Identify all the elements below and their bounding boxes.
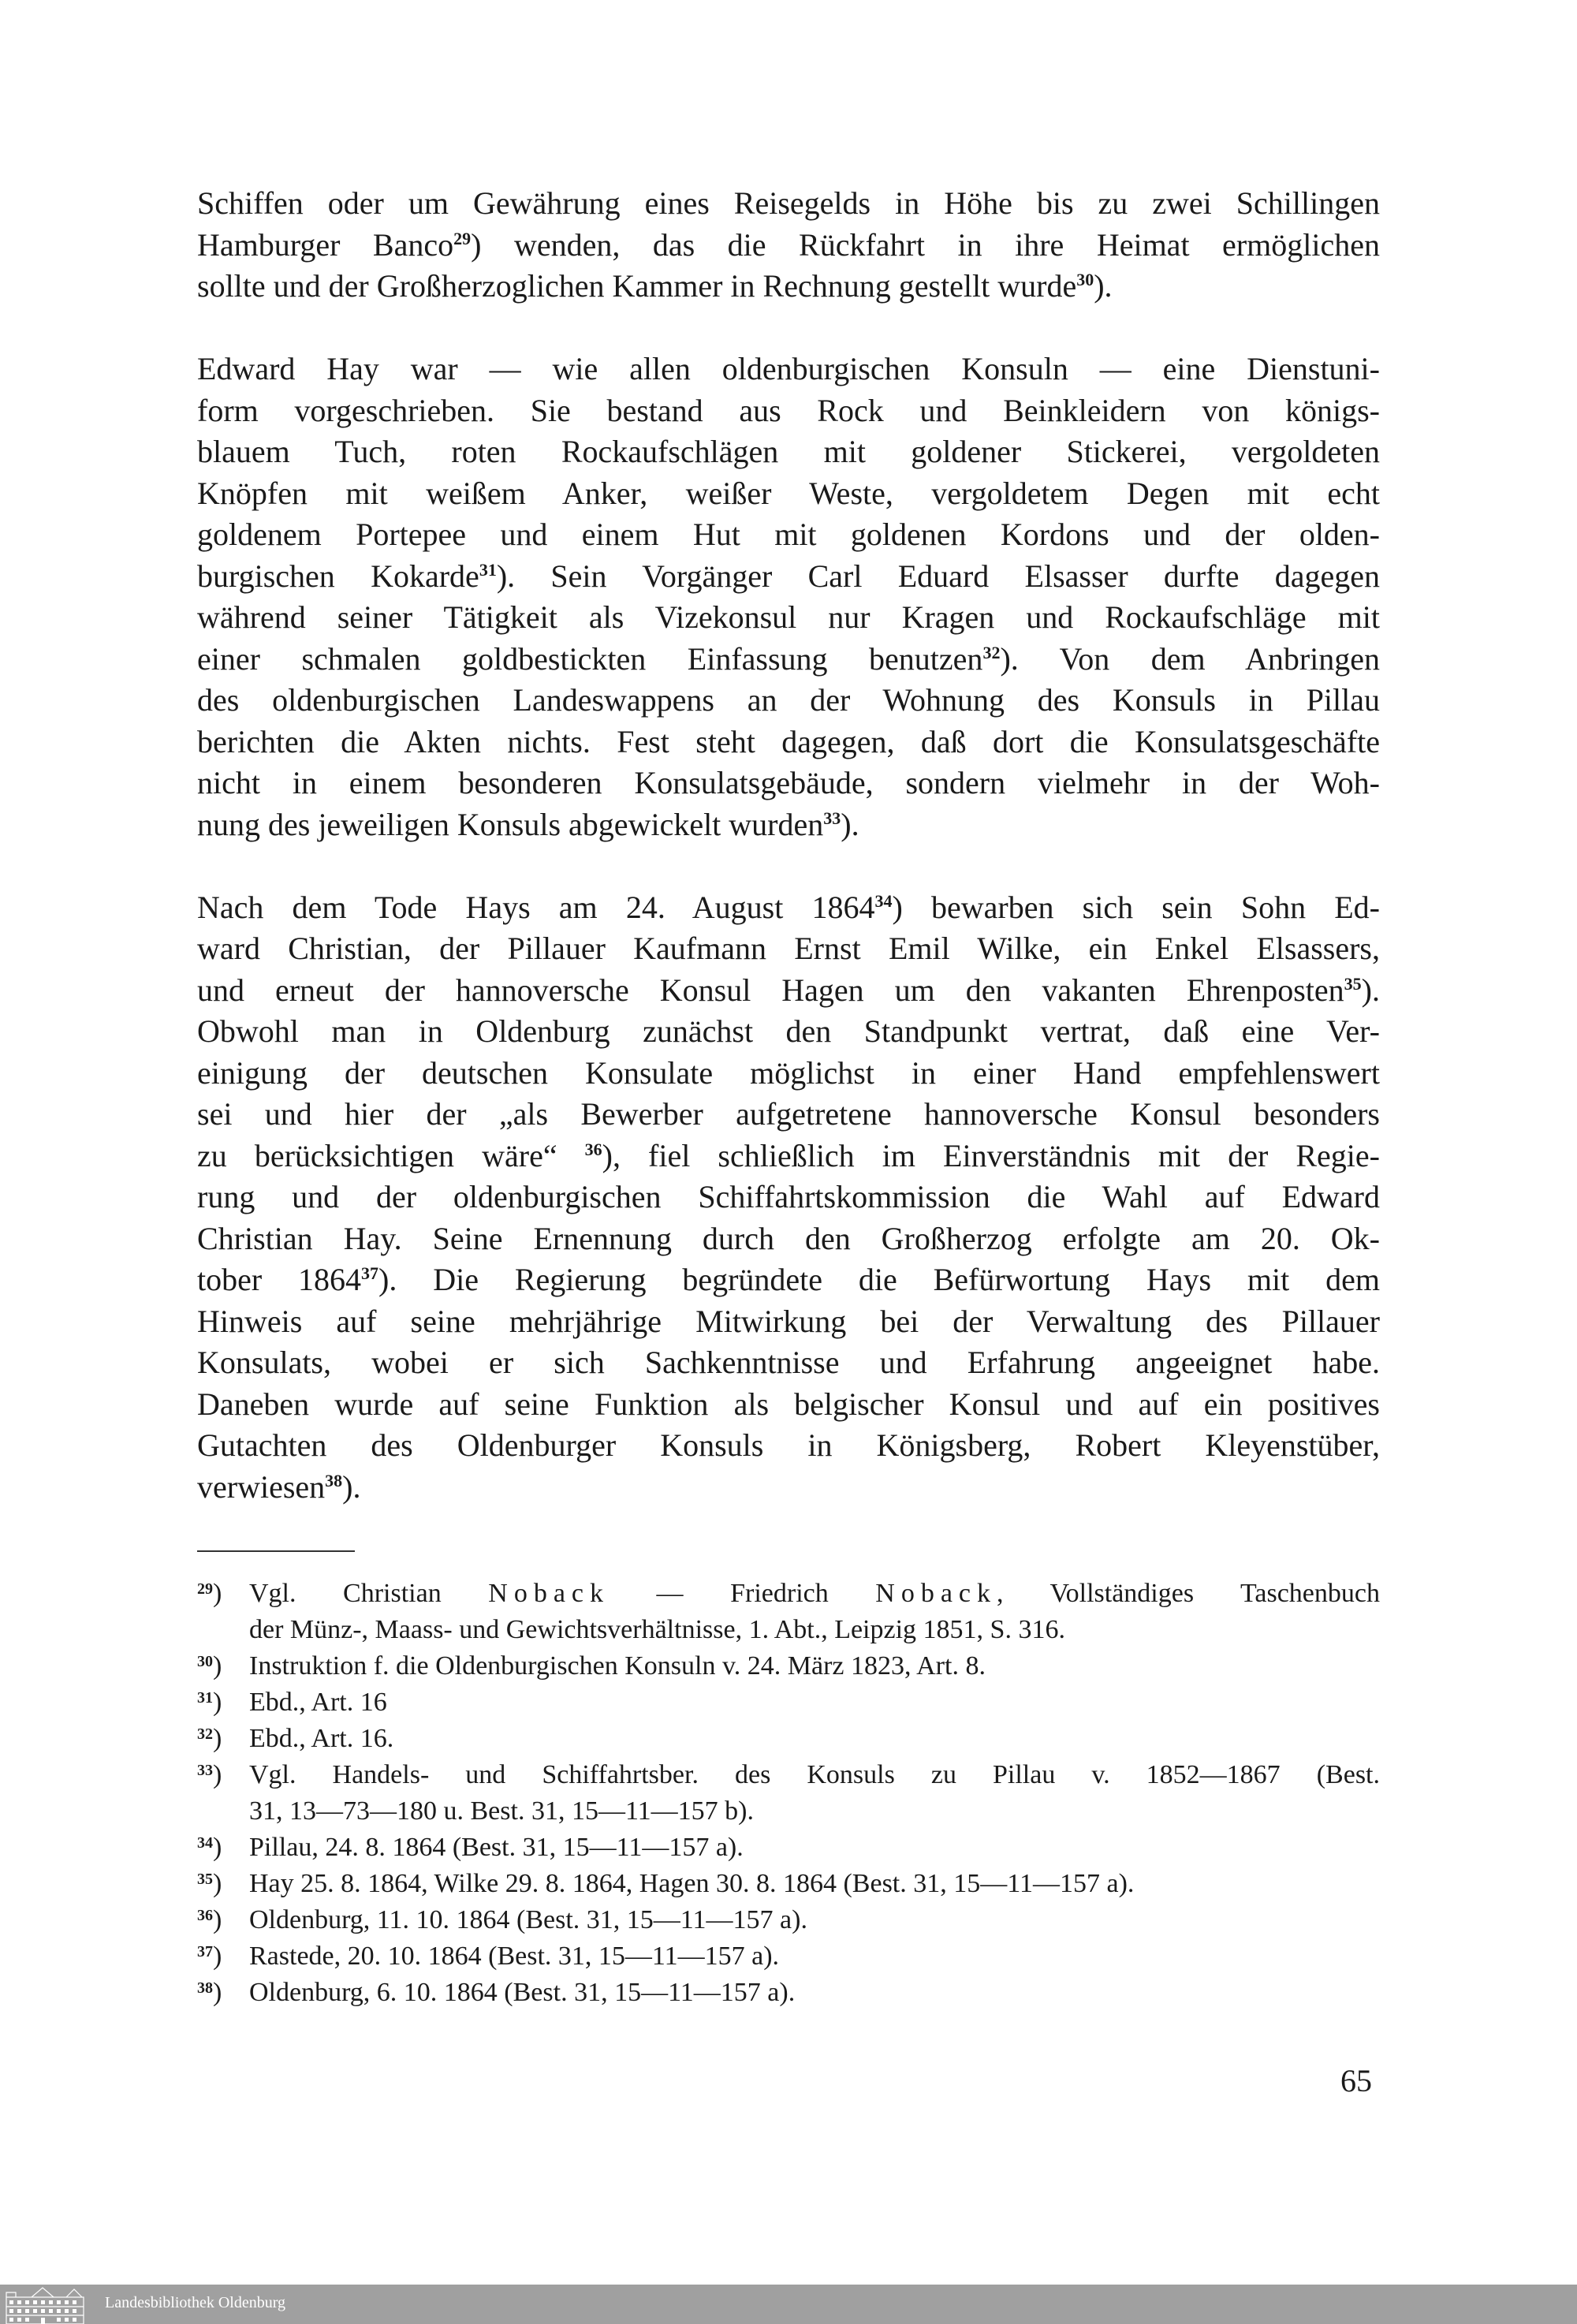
text-run: ). xyxy=(1361,972,1380,1008)
footnote xyxy=(197,1938,1380,1975)
footnote-number-digits: 36 xyxy=(197,1907,213,1924)
text-run: Edward Hay war — wie allen oldenburgischen Konsuln — eine Dienstuni- xyxy=(197,351,1380,386)
text-run: verwiesen xyxy=(197,1468,326,1505)
text-line xyxy=(197,887,1380,929)
footnote xyxy=(197,1757,1380,1830)
text-line xyxy=(197,1094,1380,1136)
text-run: Hamburger Banco xyxy=(197,226,454,263)
footnote-number-digits: 29 xyxy=(197,1580,213,1598)
text-run: nicht in einem besonderen Konsulatsgebäude, sondern vielmehr in der Woh- xyxy=(197,765,1380,800)
footnote xyxy=(197,1721,1380,1757)
text-run: zu berücksichtigen wäre“ xyxy=(197,1137,585,1173)
footnote-number-digits: 37 xyxy=(197,1943,213,1960)
text-line xyxy=(197,1218,1380,1260)
text-line xyxy=(197,390,1380,432)
text-run: berichten die Akten nichts. Fest steht dagegen, daß dort die Konsulatsgeschäfte xyxy=(197,723,1380,759)
spaced-name: Noback xyxy=(488,1579,610,1608)
spaced-name: Noback xyxy=(875,1579,997,1608)
library-building-logo xyxy=(5,2286,85,2324)
footnote-reference: 35 xyxy=(1344,973,1362,994)
text-line xyxy=(197,1177,1380,1218)
text-run: Oldenburg, 6. 10. 1864 (Best. 31, 15—11—157 a). xyxy=(249,1978,796,2007)
footnote-reference: 29 xyxy=(453,228,472,248)
text-run: Gutachten des Oldenburger Konsuls in Königsberg, Robert Kleyenstüber, xyxy=(197,1427,1380,1463)
text-run: — Friedrich xyxy=(610,1579,876,1608)
text-line xyxy=(197,1425,1380,1467)
text-run: einigung der deutschen Konsulate möglichst in einer Hand empfehlenswert xyxy=(197,1054,1380,1091)
footnote-line xyxy=(197,1684,1380,1721)
footnote-number-digits: 35 xyxy=(197,1871,213,1888)
text-run: während seiner Tätigkeit als Vizekonsul nur Kragen und Rockaufschläge mit xyxy=(197,599,1380,635)
text-run: der Münz-, Maass- und Gewichtsverhältnisse, 1. Abt., Leipzig 1851, S. 316. xyxy=(249,1615,1065,1644)
text-line xyxy=(197,1467,1380,1509)
text-run: rung und der oldenburgischen Schiffahrtskommission die Wahl auf Edward xyxy=(197,1179,1380,1214)
text-line xyxy=(197,928,1380,970)
text-line xyxy=(197,763,1380,804)
text-run: ). Die Regierung begründete die Befürwortung Hays mit dem xyxy=(378,1262,1380,1297)
text-run: blauem Tuch, roten Rockaufschlägen mit goldener Stickerei, vergoldeten xyxy=(197,434,1380,469)
footnote-number-digits: 33 xyxy=(197,1762,213,1779)
footnote-line xyxy=(197,1757,1380,1793)
footnote-reference: 32 xyxy=(982,642,1001,662)
text-run: ) wenden, das die Rückfahrt in ihre Heimat ermöglichen xyxy=(471,226,1380,263)
text-run: ). xyxy=(342,1468,361,1505)
text-line xyxy=(197,266,1380,308)
text-run: ). xyxy=(1094,268,1113,304)
text-line xyxy=(197,804,1380,846)
footnote-number-digits: 38 xyxy=(197,1979,213,1997)
library-name: Landesbibliothek Oldenburg xyxy=(105,2294,286,2311)
text-run: Vgl. Handels- und Schiffahrtsber. des Konsuls zu Pillau v. 1852—1867 (Best. xyxy=(249,1760,1380,1789)
footnote-number: $^{29}$) xyxy=(197,1579,222,1608)
footnote-reference: 38 xyxy=(325,1470,343,1490)
footnote-number: $^{32}$) xyxy=(197,1724,222,1753)
footnote-number: $^{35}$) xyxy=(197,1869,222,1898)
text-run: ) bewarben sich sein Sohn Ed- xyxy=(892,889,1380,925)
footnote-line xyxy=(197,1975,1380,2011)
footnote-rule xyxy=(197,1550,355,1552)
text-line xyxy=(197,680,1380,722)
footnote-line xyxy=(197,1830,1380,1866)
footnote-reference: 36 xyxy=(584,1139,602,1159)
footnote-number-digits: 32 xyxy=(197,1725,213,1743)
text-line xyxy=(197,431,1380,473)
text-run: goldenem Portepee und einem Hut mit goldenen Kordons und der olden- xyxy=(197,517,1380,552)
text-line xyxy=(197,1342,1380,1384)
text-line xyxy=(197,639,1380,681)
footnote-line xyxy=(197,1612,1380,1648)
text-run: Oldenburg, 11. 10. 1864 (Best. 31, 15—11—157 a). xyxy=(249,1905,807,1934)
paragraph xyxy=(197,183,1380,308)
footnote-reference: 37 xyxy=(361,1263,379,1283)
text-run: tober 1864 xyxy=(197,1262,362,1297)
footnote-reference: 34 xyxy=(874,890,893,911)
text-line xyxy=(197,1301,1380,1343)
text-line xyxy=(197,225,1380,267)
footnotes xyxy=(197,1576,1380,2011)
text-run: einer schmalen goldbestickten Einfassung benutzen xyxy=(197,640,983,677)
text-line xyxy=(197,1053,1380,1095)
footnote-number: $^{31}$) xyxy=(197,1688,222,1717)
text-run: burgischen Kokarde xyxy=(197,558,479,594)
text-run: 31, 13—73—180 u. Best. 31, 15—11—157 b). xyxy=(249,1796,755,1826)
text-run: Christian Hay. Seine Ernennung durch den Großherzog erfolgte am 20. Ok- xyxy=(197,1220,1380,1256)
footnote-number-digits: 30 xyxy=(197,1653,213,1670)
text-run: Schiffen oder um Gewährung eines Reisegelds in Höhe bis zu zwei Schillingen xyxy=(197,185,1380,221)
footnote-line xyxy=(197,1648,1380,1684)
text-run: Ebd., Art. 16 xyxy=(249,1688,387,1717)
text-run: ward Christian, der Pillauer Kaufmann Ernst Emil Wilke, ein Enkel Elsassers, xyxy=(197,931,1380,966)
footnote-line xyxy=(197,1866,1380,1902)
text-line xyxy=(197,722,1380,763)
footnote xyxy=(197,1830,1380,1866)
text-line xyxy=(197,556,1380,598)
footnote xyxy=(197,1648,1380,1684)
text-run: ). xyxy=(841,806,859,842)
footnote-line xyxy=(197,1576,1380,1612)
text-run: nung des jeweiligen Konsuls abgewickelt wurden xyxy=(197,806,824,842)
library-footer-bar xyxy=(0,2285,1577,2324)
footnote-number-digits: 34 xyxy=(197,1834,213,1852)
text-run: Vgl. Christian xyxy=(249,1579,489,1608)
text-run: form vorgeschrieben. Sie bestand aus Rock und Beinkleidern von königs- xyxy=(197,392,1380,428)
text-run: , Vollständiges Taschenbuch xyxy=(997,1579,1380,1608)
text-run: ). Sein Vorgänger Carl Eduard Elsasser durfte dagegen xyxy=(496,558,1381,594)
footnote-number-digits: 31 xyxy=(197,1689,213,1707)
body-text xyxy=(197,183,1380,1550)
paragraph xyxy=(197,349,1380,845)
footnote-reference: 31 xyxy=(479,559,497,580)
text-run: Daneben wurde auf seine Funktion als belgischer Konsul und auf ein positives xyxy=(197,1386,1380,1422)
text-run: Instruktion f. die Oldenburgischen Konsuln v. 24. März 1823, Art. 8. xyxy=(249,1651,986,1681)
footnote xyxy=(197,1576,1380,1648)
text-line xyxy=(197,1259,1380,1301)
text-run: Rastede, 20. 10. 1864 (Best. 31, 15—11—157 a). xyxy=(249,1942,780,1971)
text-run: des oldenburgischen Landeswappens an der Wohnung des Konsuls in Pillau xyxy=(197,682,1380,718)
text-run: Hay 25. 8. 1864, Wilke 29. 8. 1864, Hagen 30. 8. 1864 (Best. 31, 15—11—157 a). xyxy=(249,1869,1135,1898)
text-line xyxy=(197,183,1380,225)
text-run: ). Von dem Anbringen xyxy=(1000,640,1381,677)
text-line xyxy=(197,597,1380,639)
text-run: Knöpfen mit weißem Anker, weißer Weste, vergoldetem Degen mit echt xyxy=(197,475,1380,511)
text-run: Ebd., Art. 16. xyxy=(249,1724,394,1753)
text-line xyxy=(197,514,1380,556)
text-line xyxy=(197,1384,1380,1426)
footnote-reference: 33 xyxy=(823,808,841,828)
text-run: sei und hier der „als Bewerber aufgetretene hannoversche Konsul besonders xyxy=(197,1096,1380,1132)
footnote-line xyxy=(197,1721,1380,1757)
footnote xyxy=(197,1684,1380,1721)
text-run: Obwohl man in Oldenburg zunächst den Standpunkt vertrat, daß eine Ver- xyxy=(197,1013,1380,1049)
text-run: und erneut der hannoversche Konsul Hagen um den vakanten Ehrenposten xyxy=(197,972,1344,1008)
footnote xyxy=(197,1902,1380,1938)
text-line xyxy=(197,1136,1380,1177)
footnote-line xyxy=(197,1902,1380,1938)
footnote-reference: 30 xyxy=(1076,270,1094,289)
text-run: ), fiel schließlich im Einverständnis mit der Regie- xyxy=(602,1137,1380,1173)
text-run: Pillau, 24. 8. 1864 (Best. 31, 15—11—157 a). xyxy=(249,1833,744,1862)
text-run: Nach dem Tode Hays am 24. August 1864 xyxy=(197,889,875,925)
footnote-line xyxy=(197,1938,1380,1975)
footnote-number: $^{36}$) xyxy=(197,1905,222,1934)
footnote-number: $^{38}$) xyxy=(197,1978,222,2007)
footnote-line xyxy=(197,1793,1380,1830)
text-line xyxy=(197,473,1380,515)
text-run: Konsulats, wobei er sich Sachkenntnisse und Erfahrung angeeignet habe. xyxy=(197,1345,1380,1380)
footnote xyxy=(197,1866,1380,1902)
text-line xyxy=(197,970,1380,1012)
text-line xyxy=(197,1011,1380,1053)
footnote xyxy=(197,1975,1380,2011)
text-run: sollte und der Großherzoglichen Kammer in Rechnung gestellt wurde xyxy=(197,268,1077,304)
footnote-number: $^{33}$) xyxy=(197,1760,222,1789)
footnote-number: $^{37}$) xyxy=(197,1942,222,1971)
footnote-number: $^{34}$) xyxy=(197,1833,222,1862)
paragraph xyxy=(197,887,1380,1509)
page-number: 65 xyxy=(1340,2063,1372,2098)
text-line xyxy=(197,349,1380,390)
footnote-number: $^{30}$) xyxy=(197,1651,222,1681)
text-run: Hinweis auf seine mehrjährige Mitwirkung bei der Verwaltung des Pillauer xyxy=(197,1303,1380,1339)
